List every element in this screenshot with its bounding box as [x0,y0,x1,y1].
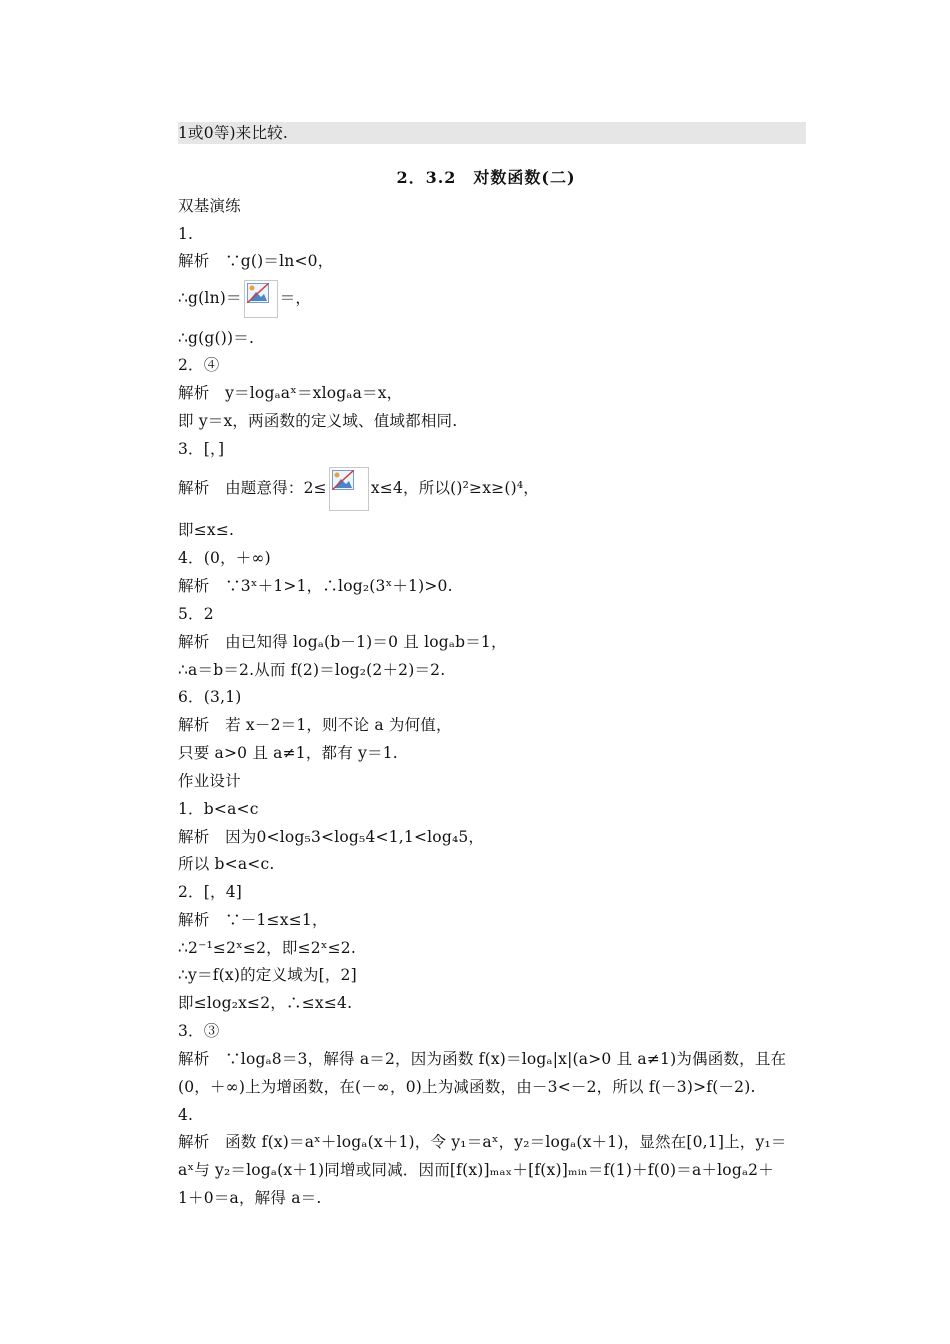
text: 所以 b<a<c. [178,855,275,873]
analysis-4 [178,575,453,597]
hw-analysis-3 [178,1048,786,1070]
text: 解析 若 x－2＝1，则不论 a 为何值， [178,716,452,734]
text: 解析 y＝logₐaˣ＝xlogₐa＝x， [178,384,403,402]
text: 只要 a>0 且 a≠1，都有 y＝1. [178,744,398,762]
text: 即≤log₂x≤2，∴≤x≤4. [178,994,353,1012]
hw-answer-2 [178,881,242,903]
analysis-3-line2 [178,519,234,541]
text: 解析 ∵logₐ8＝3，解得 a＝2，因为函数 f(x)＝logₐ|x|(a>0 且 a≠1)为偶函数，且在 [178,1050,787,1068]
broken-image-icon [244,280,278,318]
text: 3．③ [178,1022,220,1040]
text: 2．④ [178,356,220,374]
text: 解析 函数 f(x)＝aˣ＋logₐ(x＋1)，令 y₁＝aˣ，y₂＝logₐ(x＋1)，显然在[0,1]上，y₁＝ [178,1133,787,1151]
heading-text: 2．3.2 对数函数(二) [396,168,576,187]
hw-analysis-2-line4 [178,992,352,1014]
analysis-2 [178,382,402,404]
text: ＝， [279,289,312,307]
text: 解析 ∵－1≤x≤1， [178,911,328,929]
hw-answer-4 [178,1104,193,1126]
text: 4. [178,1106,194,1124]
analysis-5-line2 [178,659,445,681]
text: 双基演练 [178,197,241,215]
section-heading [0,166,950,190]
hw-analysis-1 [178,826,484,848]
hw-analysis-2-line2 [178,937,356,959]
text: 5．2 [178,605,214,623]
answer-6 [178,686,242,708]
text: 1＋0＝a，解得 a＝. [178,1189,322,1207]
text: 1. [178,225,194,243]
text: ∴y＝f(x)的定义域为[，2] [178,966,357,984]
answer-4 [178,547,271,569]
analysis-1-line2 [178,280,311,318]
text: 6．(3,1) [178,688,242,706]
hw-analysis-2 [178,909,328,931]
hw-analysis-4 [178,1131,787,1153]
answer-1 [178,223,193,245]
hw-analysis-1-line2 [178,853,274,875]
text: ∴a＝b＝2.从而 f(2)＝log₂(2＋2)＝2. [178,661,446,679]
subheading-shuangji [178,195,241,217]
text: 解析 ∵g()＝ln<0， [178,252,334,270]
text: ∴g(g())＝. [178,329,255,347]
hw-analysis-4-line2 [178,1159,774,1181]
text: 即 y＝x，两函数的定义域、值域都相同. [178,412,458,430]
text: 即≤x≤. [178,521,235,539]
text: aˣ与 y₂＝logₐ(x＋1)同增或同减．因而[f(x)]ₘₐₓ＋[f(x)]ₘᵢₙ＝f(1)＋f(0)＝a＋logₐ2＋ [178,1161,774,1179]
answer-5 [178,603,214,625]
hw-analysis-3-line2 [178,1076,756,1098]
text: 解析 由题意得：2≤ [178,479,327,497]
text: 4．(0，＋∞) [178,549,271,567]
subheading-zuoye [178,770,241,792]
hw-analysis-4-line3 [178,1187,321,1209]
text: 1或0等)来比较. [178,124,288,142]
analysis-5 [178,631,507,653]
analysis-1-line3 [178,327,254,349]
hw-answer-3 [178,1020,219,1042]
broken-image-icon [329,467,369,511]
analysis-3 [178,467,539,511]
analysis-6 [178,714,452,736]
text: ∴2⁻¹≤2ˣ≤2，即≤2ˣ≤2. [178,939,356,957]
text: 1．b<a<c [178,800,259,818]
answer-3 [178,438,224,460]
hw-answer-1 [178,798,259,820]
text: 作业设计 [178,772,241,790]
text: 解析 由已知得 logₐ(b－1)＝0 且 logₐb＝1， [178,633,507,651]
analysis-1 [178,250,333,272]
text: 2．[，4] [178,883,243,901]
continued-text-line [178,122,806,144]
text: x≤4，所以()²≥x≥()⁴， [370,479,539,497]
text: (0，＋∞)上为增函数，在(－∞，0)上为减函数，由－3<－2，所以 f(－3)>f(－2). [178,1078,756,1096]
text: 解析 ∵3ˣ＋1>1，∴log₂(3ˣ＋1)>0. [178,577,453,595]
text: ∴g(ln)＝ [178,289,242,307]
analysis-2-line2 [178,410,457,432]
analysis-6-line2 [178,742,398,764]
text: 解析 因为0<log₅3<log₅4<1,1<log₄5， [178,828,485,846]
answer-2 [178,354,219,376]
text: 3．[，] [178,440,225,458]
hw-analysis-2-line3 [178,964,357,986]
